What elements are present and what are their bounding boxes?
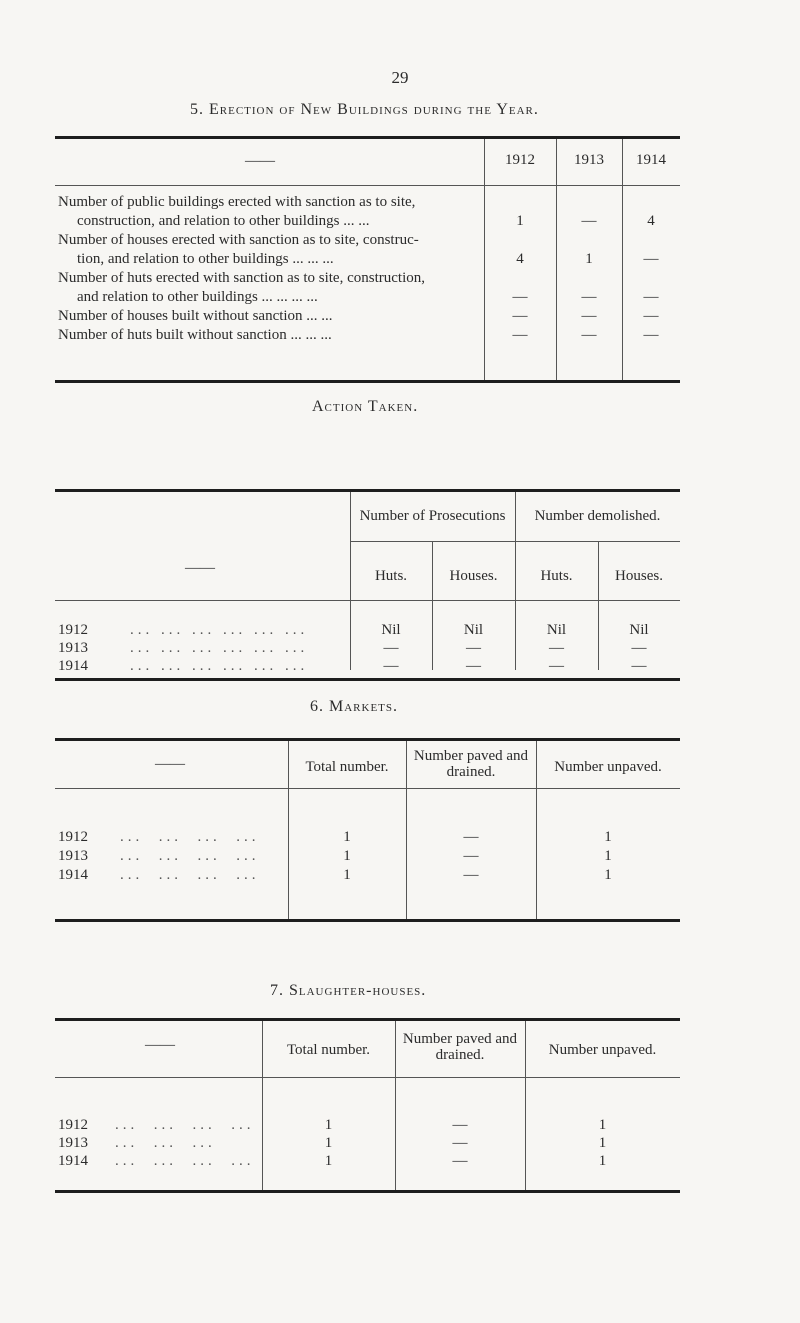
cell: —	[549, 658, 564, 674]
cell: —	[581, 289, 597, 305]
blank-header: ——	[245, 153, 275, 169]
cell: —	[631, 658, 647, 674]
cell: —	[383, 658, 399, 674]
cell: 1	[598, 1135, 607, 1151]
cell: Nil	[629, 622, 649, 638]
year-label: 1914	[58, 658, 88, 674]
markets-title: 6. Markets.	[310, 698, 399, 715]
top-rule	[55, 136, 680, 139]
row-label: and relation to other buildings ... ... ... ...	[77, 289, 318, 305]
header-rule	[55, 788, 680, 789]
column-header: Total number.	[286, 1042, 371, 1058]
leader-dots: ... ... ... ... ... ...	[130, 622, 309, 638]
leader-dots: ... ... ... ...	[115, 1153, 255, 1169]
year-label: 1912	[58, 622, 88, 638]
year-header: 1913	[574, 152, 604, 168]
row-label: construction, and relation to other buildings ... ...	[77, 213, 370, 229]
header-rule	[55, 600, 680, 601]
year-label: 1912	[58, 1117, 88, 1133]
cell: 1	[604, 867, 612, 883]
cell: —	[463, 848, 479, 864]
cell: —	[452, 1135, 468, 1151]
year-label: 1913	[58, 1135, 88, 1151]
action-title: Action Taken.	[312, 398, 419, 415]
cell: 4	[647, 213, 655, 229]
cell: —	[383, 640, 399, 656]
cell: —	[581, 213, 597, 229]
subheader: Houses.	[449, 568, 498, 584]
bottom-rule	[55, 1190, 680, 1193]
blank-header: ——	[155, 756, 185, 772]
column-header: Total number.	[305, 759, 389, 775]
cell: 1	[604, 829, 612, 845]
cell: —	[463, 867, 479, 883]
section5-title: 5. Erection of New Buildings during the Year.	[190, 101, 539, 118]
prosecutions-header: Number of Prosecutions	[359, 508, 506, 524]
row-label: Number of houses erected with sanction as to site, construc-	[58, 232, 419, 248]
column-header: Number paved and drained.	[402, 1031, 518, 1063]
top-rule	[55, 489, 680, 492]
slaughter-title: 7. Slaughter-houses.	[270, 982, 427, 999]
subheader: Huts.	[540, 568, 573, 584]
cell: 1	[343, 867, 351, 883]
header-rule	[55, 185, 680, 186]
cell: Nil	[463, 622, 484, 638]
subheader: Houses.	[615, 568, 663, 584]
blank-header: ——	[185, 560, 215, 576]
demolished-header: Number demolished.	[534, 508, 661, 524]
row-label: Number of huts erected with sanction as to site, construction,	[58, 270, 425, 286]
row-label: Number of public buildings erected with sanction as to site,	[58, 194, 416, 210]
cell: —	[631, 640, 647, 656]
blank-header: ——	[145, 1037, 175, 1053]
year-label: 1912	[58, 829, 88, 845]
cell: —	[643, 327, 659, 343]
bottom-rule	[55, 919, 680, 922]
bottom-rule	[55, 678, 680, 681]
leader-dots: ... ... ... ...	[115, 1117, 255, 1133]
cell: —	[581, 308, 597, 324]
top-rule	[55, 1018, 680, 1021]
year-label: 1913	[58, 640, 88, 656]
column-header: Number unpaved.	[548, 1042, 657, 1058]
cell: 1	[324, 1135, 333, 1151]
cell: 1	[598, 1117, 607, 1133]
cell: 1	[604, 848, 612, 864]
leader-dots: ... ... ... ... ... ...	[130, 658, 309, 674]
cell: 1	[343, 848, 351, 864]
cell: 1	[585, 251, 593, 267]
cell: Nil	[546, 622, 567, 638]
row-label: tion, and relation to other buildings ... ... ...	[77, 251, 334, 267]
cell: —	[549, 640, 564, 656]
leader-dots: ... ... ... ...	[120, 867, 260, 883]
year-header: 1912	[505, 152, 535, 168]
leader-dots: ... ... ... ... ... ...	[130, 640, 309, 656]
cell: 1	[598, 1153, 607, 1169]
cell: Nil	[381, 622, 401, 638]
bottom-rule	[55, 380, 680, 383]
year-header: 1914	[636, 152, 666, 168]
column-header: Number unpaved.	[554, 759, 662, 775]
cell: 1	[324, 1153, 333, 1169]
cell: —	[463, 829, 479, 845]
leader-dots: ... ... ... ...	[120, 829, 260, 845]
cell: —	[512, 327, 528, 343]
page-number: 29	[391, 68, 409, 87]
cell: —	[643, 308, 659, 324]
cell: —	[643, 251, 659, 267]
top-rule	[55, 738, 680, 741]
header-rule	[55, 1077, 680, 1078]
cell: 4	[516, 251, 524, 267]
subheader: Huts.	[374, 568, 408, 584]
cell: —	[581, 327, 597, 343]
leader-dots: ... ... ...	[115, 1135, 216, 1151]
cell: —	[452, 1117, 468, 1133]
leader-dots: ... ... ... ...	[120, 848, 260, 864]
cell: 1	[343, 829, 351, 845]
cell: —	[466, 640, 481, 656]
group-rule	[350, 541, 680, 542]
column-header: Number paved and drained.	[413, 748, 529, 780]
cell: 1	[516, 213, 524, 229]
row-label: Number of houses built without sanction ... ...	[58, 308, 333, 324]
year-label: 1913	[58, 848, 88, 864]
year-label: 1914	[58, 1153, 88, 1169]
cell: 1	[324, 1117, 333, 1133]
year-label: 1914	[58, 867, 88, 883]
cell: —	[512, 308, 528, 324]
row-label: Number of huts built without sanction ... ... ...	[58, 327, 332, 343]
cell: —	[643, 289, 659, 305]
cell: —	[452, 1153, 468, 1169]
cell: —	[466, 658, 481, 674]
cell: —	[512, 289, 528, 305]
